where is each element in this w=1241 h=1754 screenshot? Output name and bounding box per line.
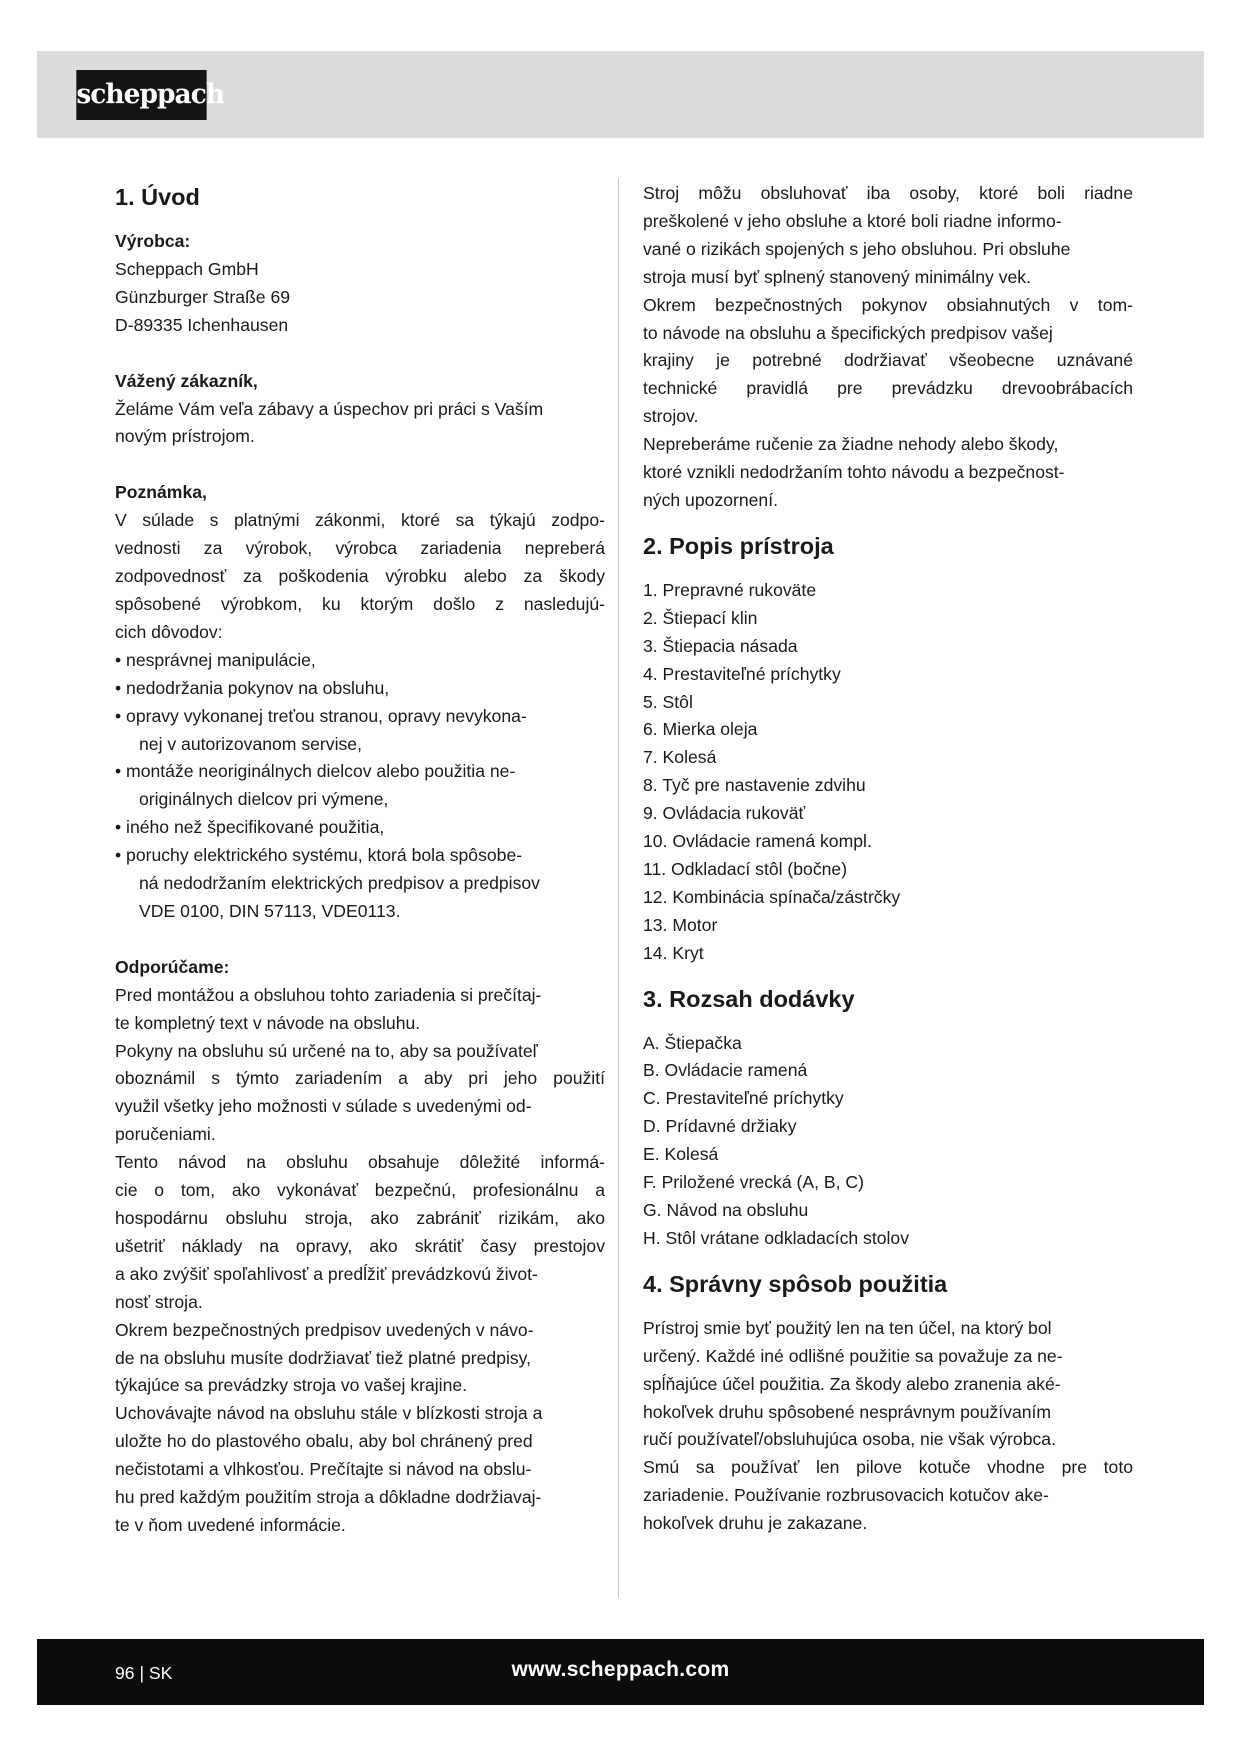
recommend-text: a ako zvýšiť spoľahlivosť a predĺžiť prevádzkovú život- <box>115 1263 538 1284</box>
section-heading-description: 2. Popis prístroja <box>643 532 834 559</box>
usage-text: určený. Každé iné odlišné použitie sa považuje za ne- <box>643 1345 1063 1366</box>
usage-text: ručí používateľ/obsluhujúca osoba, nie však výrobca. <box>643 1429 1056 1450</box>
note-text: zodpovednosť za poškodenia výrobku alebo za škody <box>115 566 605 587</box>
scheppach-logo: scheppach <box>76 70 206 120</box>
usage-text: Smú sa používať len pilove kotuče vhodne pre toto <box>643 1457 1133 1478</box>
scope-item: E. Kolesá <box>643 1144 719 1165</box>
manufacturer-line: Scheppach GmbH <box>115 258 259 279</box>
recommend-text: de na obsluhu musíte dodržiavať tiež platné predpisy, <box>115 1347 532 1368</box>
recommend-text: hu pred každým použitím stroja a dôkladne dodržiavaj- <box>115 1487 542 1508</box>
usage-text: hokoľvek druhu spôsobené nesprávnym používaním <box>643 1401 1052 1422</box>
scope-item: D. Prídavné držiaky <box>643 1116 797 1137</box>
list-item-continuation: nej v autorizovanom servise, <box>139 733 362 754</box>
part-item: 9. Ovládacia rukoväť <box>643 803 806 824</box>
customer-label: Vážený zákazník, <box>115 370 258 391</box>
part-item: 3. Štiepacia násada <box>643 635 798 656</box>
recommend-text: hospodárnu obsluhu stroja, ako zabrániť rizikám, ako <box>115 1208 605 1228</box>
recommend-text: týkajúce sa prevádzky stroja vo vašej krajine. <box>115 1375 468 1396</box>
intro-text: preškolené v jeho obsluhe a ktoré boli riadne informo- <box>643 210 1062 231</box>
footer-bar <box>37 1639 1204 1705</box>
part-item: 2. Štiepací klin <box>643 607 758 628</box>
recommend-text: ušetriť náklady na opravy, ako skrátiť časy prestojov <box>115 1235 605 1256</box>
intro-text: vané o rizikách spojených s jeho obsluhou. Pri obsluhe <box>643 238 1071 259</box>
recommend-text: Tento návod na obsluhu obsahuje dôležité informá- <box>115 1152 605 1173</box>
note-text: V súlade s platnými zákonmi, ktoré sa týkajú zodpo- <box>115 510 605 531</box>
section-heading-scope: 3. Rozsah dodávky <box>643 985 855 1012</box>
header-bar <box>37 51 1204 138</box>
intro-text: ných upozornení. <box>643 489 778 510</box>
note-text: vednosti za výrobok, výrobca zariadenia nepreberá <box>115 538 605 559</box>
intro-text: strojov. <box>643 406 699 427</box>
list-item-continuation: VDE 0100, DIN 57113, VDE0113. <box>139 900 401 921</box>
scope-item: A. Štiepačka <box>643 1032 742 1053</box>
recommend-text: poručeniami. <box>115 1124 216 1145</box>
part-item: 1. Prepravné rukoväte <box>643 579 817 600</box>
recommend-text: te kompletný text v návode na obsluhu. <box>115 1012 421 1033</box>
scope-item: F. Priložené vrecká (A, B, C) <box>643 1172 864 1193</box>
part-item: 12. Kombinácia spínača/zástrčky <box>643 886 901 907</box>
recommend-text: oboznámil s týmto zariadením a aby pri jeho použití <box>115 1068 605 1089</box>
part-item: 6. Mierka oleja <box>643 719 758 740</box>
section-heading-usage: 4. Správny spôsob použitia <box>643 1270 948 1297</box>
recommend-text: nečistotami a vlhkosťou. Prečítajte si návod na obslu- <box>115 1459 532 1480</box>
scope-item: G. Návod na obsluhu <box>643 1200 809 1220</box>
part-item: 14. Kryt <box>643 942 704 963</box>
left-column <box>115 180 605 1540</box>
right-column <box>643 180 1133 1538</box>
list-item: • nedodržania pokynov na obsluhu, <box>115 677 390 698</box>
customer-text: novým prístrojom. <box>115 426 255 447</box>
intro-text: Nepreberáme ručenie za žiadne nehody alebo škody, <box>643 434 1059 455</box>
recommend-text: nosť stroja. <box>115 1291 203 1312</box>
usage-text: hokoľvek druhu je zakazane. <box>643 1513 868 1534</box>
list-item: • nesprávnej manipulácie, <box>115 649 316 670</box>
recommend-text: cie o tom, ako vykonávať bezpečnú, profesionálnu a <box>115 1180 605 1201</box>
recommend-text: využil všetky jeho možnosti v súlade s uvedenými od- <box>115 1096 532 1117</box>
part-item: 7. Kolesá <box>643 747 717 768</box>
recommend-text: Pred montážou a obsluhou tohto zariadenia si prečítaj- <box>115 984 542 1005</box>
manufacturer-label: Výrobca: <box>115 231 191 251</box>
customer-text: Želáme Vám veľa zábavy a úspechov pri práci s Vaším <box>115 398 544 419</box>
note-text: cich dôvodov: <box>115 621 223 642</box>
part-item: 13. Motor <box>643 914 718 935</box>
manufacturer-line: D-89335 Ichenhausen <box>115 314 289 335</box>
usage-text: spĺňajúce účel použitia. Za škody alebo zranenia aké- <box>643 1373 1061 1394</box>
column-divider <box>618 178 619 1598</box>
recommend-text: te v ňom uvedené informácie. <box>115 1514 346 1535</box>
recommend-text: Pokyny na obsluhu sú určené na to, aby sa používateľ <box>115 1040 538 1061</box>
list-item: • montáže neoriginálnych dielcov alebo použitia ne- <box>115 761 516 782</box>
scope-item: H. Stôl vrátane odkladacích stolov <box>643 1227 910 1248</box>
list-item: • iného než špecifikované použitia, <box>115 817 385 838</box>
footer-url: www.scheppach.com <box>511 1658 730 1681</box>
scope-item: B. Ovládacie ramená <box>643 1060 808 1081</box>
intro-text: krajiny je potrebné dodržiavať všeobecne uznávané <box>643 350 1133 371</box>
recommend-text: Uchovávajte návod na obsluhu stále v blízkosti stroja a <box>115 1403 543 1424</box>
manufacturer-line: Günzburger Straße 69 <box>115 286 291 307</box>
page-number: 96 | SK <box>115 1663 173 1683</box>
part-item: 10. Ovládacie ramená kompl. <box>643 831 872 852</box>
list-item-continuation: originálnych dielcov pri výmene, <box>139 789 389 810</box>
note-text: spôsobené výrobkom, ku ktorým došlo z nasledujú- <box>115 593 605 614</box>
section-heading-intro: 1. Úvod <box>115 184 200 210</box>
recommend-label: Odporúčame: <box>115 956 230 977</box>
intro-text: technické pravidlá pre prevádzku drevoobrábacích <box>643 378 1133 399</box>
usage-text: zariadenie. Používanie rozbrusovacich kotučov ake- <box>643 1485 1049 1506</box>
intro-text: Stroj môžu obsluhovať iba osoby, ktoré boli riadne <box>643 183 1133 203</box>
recommend-text: uložte ho do plastového obalu, aby bol chránený pred <box>115 1431 533 1452</box>
recommend-text: Okrem bezpečnostných predpisov uvedených v návo- <box>115 1319 534 1340</box>
intro-text: ktoré vznikli nedodržaním tohto návodu a bezpečnost- <box>643 462 1065 483</box>
part-item: 5. Stôl <box>643 691 693 712</box>
usage-text: Prístroj smie byť použitý len na ten účel, na ktorý bol <box>643 1317 1052 1338</box>
part-item: 8. Tyč pre nastavenie zdvihu <box>643 775 866 796</box>
scope-item: C. Prestaviteľné príchytky <box>643 1088 844 1109</box>
list-item-continuation: ná nedodržaním elektrických predpisov a predpisov <box>139 873 540 894</box>
note-label: Poznámka, <box>115 482 207 503</box>
intro-text: Okrem bezpečnostných pokynov obsiahnutých v tom- <box>643 294 1133 315</box>
intro-text: to návode na obsluhu a špecifických predpisov vašej <box>643 322 1053 343</box>
intro-text: stroja musí byť splnený stanovený minimálny vek. <box>643 266 1031 287</box>
part-item: 11. Odkladací stôl (bočne) <box>643 858 848 879</box>
list-item: • opravy vykonanej treťou stranou, opravy nevykona- <box>115 705 527 726</box>
list-item: • poruchy elektrického systému, ktorá bola spôsobe- <box>115 845 523 866</box>
part-item: 4. Prestaviteľné príchytky <box>643 663 841 684</box>
